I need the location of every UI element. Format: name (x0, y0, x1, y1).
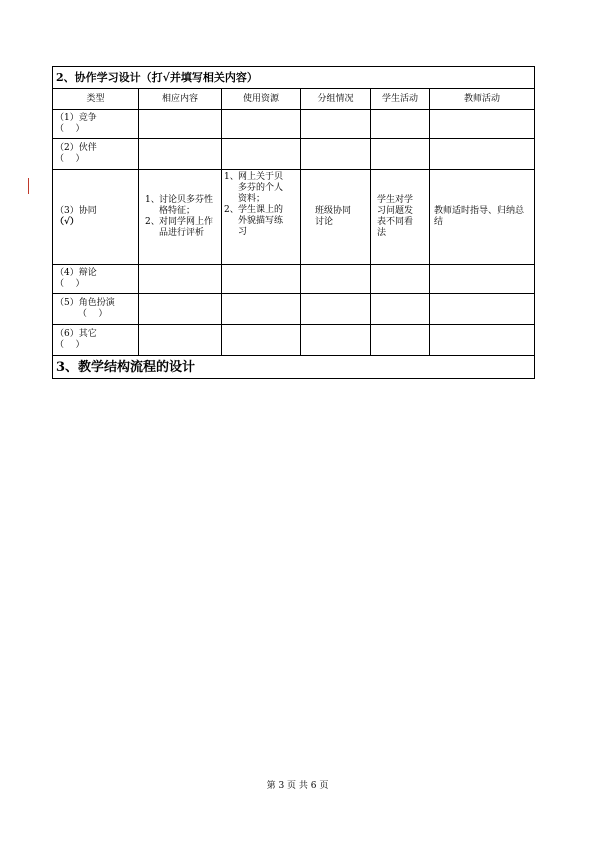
margin-revision-mark (28, 178, 29, 194)
empty-cell (222, 325, 301, 356)
resources-cell (222, 170, 301, 265)
header-type: 类型 (53, 89, 139, 110)
section-2-title: 2、协作学习设计（打√并填写相关内容） (53, 67, 535, 89)
row-type (53, 294, 139, 325)
type-check: （√） (55, 217, 79, 227)
content-cell (139, 170, 222, 265)
header-teacher-activity: 教师活动 (430, 89, 535, 110)
empty-cell (139, 110, 222, 139)
list-item: 1、 讨论贝多芬性格特征； (145, 195, 214, 216)
page-footer: 第 3 页 共 6 页 (266, 781, 329, 791)
empty-cell (222, 294, 301, 325)
header-grouping: 分组情况 (301, 89, 371, 110)
empty-cell (222, 265, 301, 294)
teacher-activity-cell: 教师适时指导、归纳总结 (430, 170, 535, 265)
table-header-row (53, 89, 535, 110)
table-row (53, 325, 535, 356)
empty-cell (430, 110, 535, 139)
table-row (53, 294, 535, 325)
empty-cell (301, 139, 371, 170)
type-label: （6）其它 (55, 329, 97, 339)
type-label: （1）竞争 (55, 113, 97, 123)
empty-cell (301, 294, 371, 325)
student-activity-cell: 学生对学习问题发表不同看法 (371, 170, 430, 265)
empty-cell (371, 110, 430, 139)
header-content: 相应内容 (139, 89, 222, 110)
type-label: （5）角色扮演 (55, 298, 115, 308)
type-label: （4）辩论 (55, 268, 97, 278)
empty-cell (430, 265, 535, 294)
collaborative-learning-table (52, 66, 535, 379)
empty-cell (222, 110, 301, 139)
empty-cell (371, 325, 430, 356)
empty-cell (222, 139, 301, 170)
row-type (53, 170, 139, 265)
type-check: （ ） (55, 340, 85, 350)
empty-cell (371, 139, 430, 170)
type-label: （3）协同 (55, 206, 97, 216)
empty-cell (139, 294, 222, 325)
empty-cell (139, 139, 222, 170)
empty-cell (430, 139, 535, 170)
table-row (53, 265, 535, 294)
empty-cell (371, 265, 430, 294)
list-item: 2、 学生课上的外貌描写练习 (224, 205, 284, 237)
empty-cell (139, 265, 222, 294)
type-check: （ ） (55, 154, 85, 164)
empty-cell (301, 110, 371, 139)
empty-cell (139, 325, 222, 356)
empty-cell (430, 294, 535, 325)
list-item: 1、 网上关于贝多芬的个人资料； (224, 172, 284, 204)
type-check: （ ） (55, 124, 85, 134)
empty-cell (430, 325, 535, 356)
empty-cell (301, 265, 371, 294)
row-type (53, 110, 139, 139)
empty-cell (371, 294, 430, 325)
row-type (53, 265, 139, 294)
grouping-cell: 班级协同讨论 (301, 170, 371, 265)
type-check: （ ） (55, 309, 108, 319)
table-row (53, 110, 535, 139)
header-student-activity: 学生活动 (371, 89, 430, 110)
type-check: （ ） (55, 279, 85, 289)
row-type (53, 325, 139, 356)
list-item: 2、 对同学网上作品进行评析 (145, 217, 214, 238)
section-3-title: 3、教学结构流程的设计 (53, 356, 535, 379)
type-label: （2）伙伴 (55, 143, 97, 153)
row-type (53, 139, 139, 170)
header-resources: 使用资源 (222, 89, 301, 110)
empty-cell (301, 325, 371, 356)
table-row (53, 170, 535, 265)
table-row (53, 139, 535, 170)
